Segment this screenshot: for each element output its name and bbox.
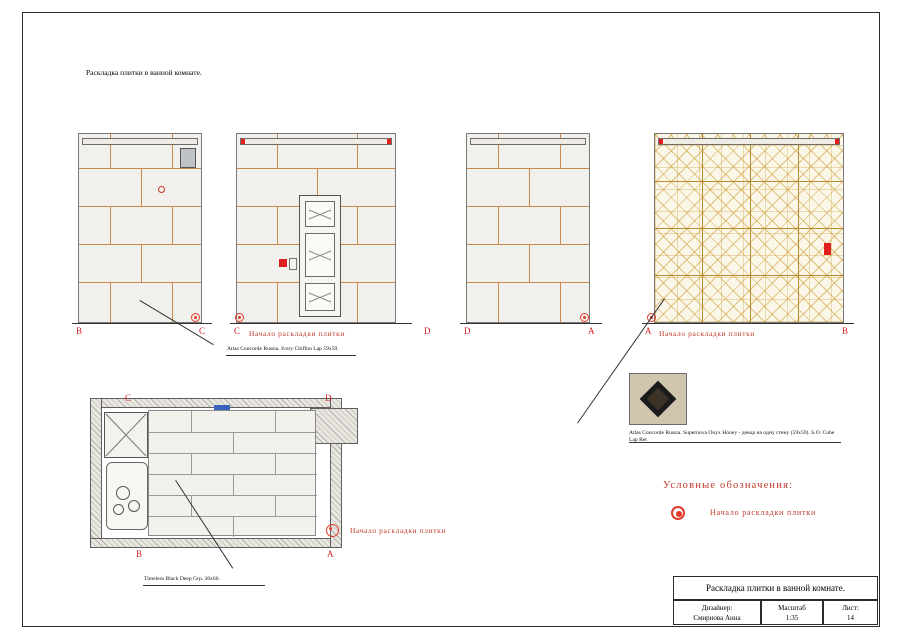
start-note: Начало раскладки плитки [659, 329, 755, 338]
door-opening [214, 405, 230, 410]
sheet-value: 14 [847, 614, 854, 622]
legend-start-icon [671, 506, 685, 520]
door-panel-top [305, 201, 335, 227]
wall-surface-decor [654, 133, 844, 323]
title-block-cell-scale [761, 600, 823, 625]
door-panel-middle [305, 233, 335, 277]
axis-label-right: B [842, 326, 849, 336]
material-caption: Atlas Concorde Russia. Supernova Onyx Honey - декор на одну стену (59х59). S.O. Cube Lap Ret [629, 430, 835, 443]
sink-bowl [116, 486, 130, 500]
shower-tray [104, 412, 148, 458]
rail-end-right [835, 139, 839, 144]
axis-label-right: C [199, 326, 206, 336]
caption-underline [629, 442, 841, 443]
door-panel-bottom [305, 283, 335, 311]
ceiling-rail [82, 138, 198, 145]
scale-value: 1:35 [785, 614, 799, 622]
axis-label-left: D [464, 326, 471, 336]
legend-item-label: Начало раскладки плитки [710, 508, 817, 517]
caption-underline [226, 355, 356, 356]
ceiling-rail [240, 138, 392, 145]
base-line [230, 323, 412, 324]
plan-axis-top-left: C [125, 393, 132, 403]
material-swatch [629, 373, 687, 425]
bidet-bowl [113, 504, 124, 515]
wall-surface [466, 133, 590, 323]
axis-label-right: A [588, 326, 595, 336]
start-point-marker [191, 313, 200, 322]
start-note: Начало раскладки плитки [249, 329, 345, 338]
ceiling-rail [658, 138, 840, 145]
door-handle [289, 258, 297, 270]
plan-wall-niche [310, 408, 358, 444]
axis-label-left: B [76, 326, 83, 336]
floor-tiles [148, 410, 316, 536]
sheet-label: Лист: [842, 604, 859, 612]
outlet-marker [158, 186, 165, 193]
start-note: Начало раскладки плитки [350, 526, 446, 535]
axis-label-left: A [645, 326, 652, 336]
fixture-marker [824, 243, 831, 255]
plan-axis-bottom-right: A [327, 549, 334, 559]
axis-label-right: D [424, 326, 431, 336]
title-block-cell-sheet [823, 600, 878, 625]
plan-wall-left [90, 398, 102, 548]
switch-marker [279, 259, 287, 267]
rail-end-right [387, 139, 391, 144]
wall-fixture [180, 148, 196, 168]
axis-label-left: C [234, 326, 241, 336]
start-point-marker [580, 313, 589, 322]
designer-label: Дизайнер: [701, 604, 733, 612]
title-block-cell-designer [673, 600, 761, 625]
material-caption: Atlas Concorde Russia. Ivory Chiffon Lap 59x59. [227, 346, 339, 352]
start-point-marker [326, 524, 339, 537]
rail-end-left [241, 139, 245, 144]
shower-cross-icon [105, 413, 147, 457]
door [299, 195, 341, 317]
tile-grid [655, 134, 843, 322]
ceiling-rail [470, 138, 586, 145]
material-caption: Timeless Black Deep Grp. 30x60. [144, 576, 220, 582]
caption-underline [143, 585, 265, 586]
page-title: Раскладка плитки в ванной комнате. [86, 68, 202, 77]
swatch-motif [640, 381, 677, 418]
base-line [72, 323, 212, 324]
title-block-main-text: Раскладка плитки в ванной комнате. [706, 583, 845, 593]
plan-axis-top-right: D [325, 393, 332, 403]
plan-axis-bottom-left: B [136, 549, 143, 559]
title-block-main [673, 576, 878, 600]
base-line [460, 323, 602, 324]
base-line [642, 323, 854, 324]
scale-label: Масштаб [778, 604, 806, 612]
toilet-bowl [128, 500, 140, 512]
tile-grid [467, 134, 589, 322]
rail-end-left [659, 139, 663, 144]
legend-title: Условные обозначения: [663, 480, 794, 491]
designer-value: Смирнова Анна [693, 614, 741, 622]
start-point-marker [235, 313, 244, 322]
